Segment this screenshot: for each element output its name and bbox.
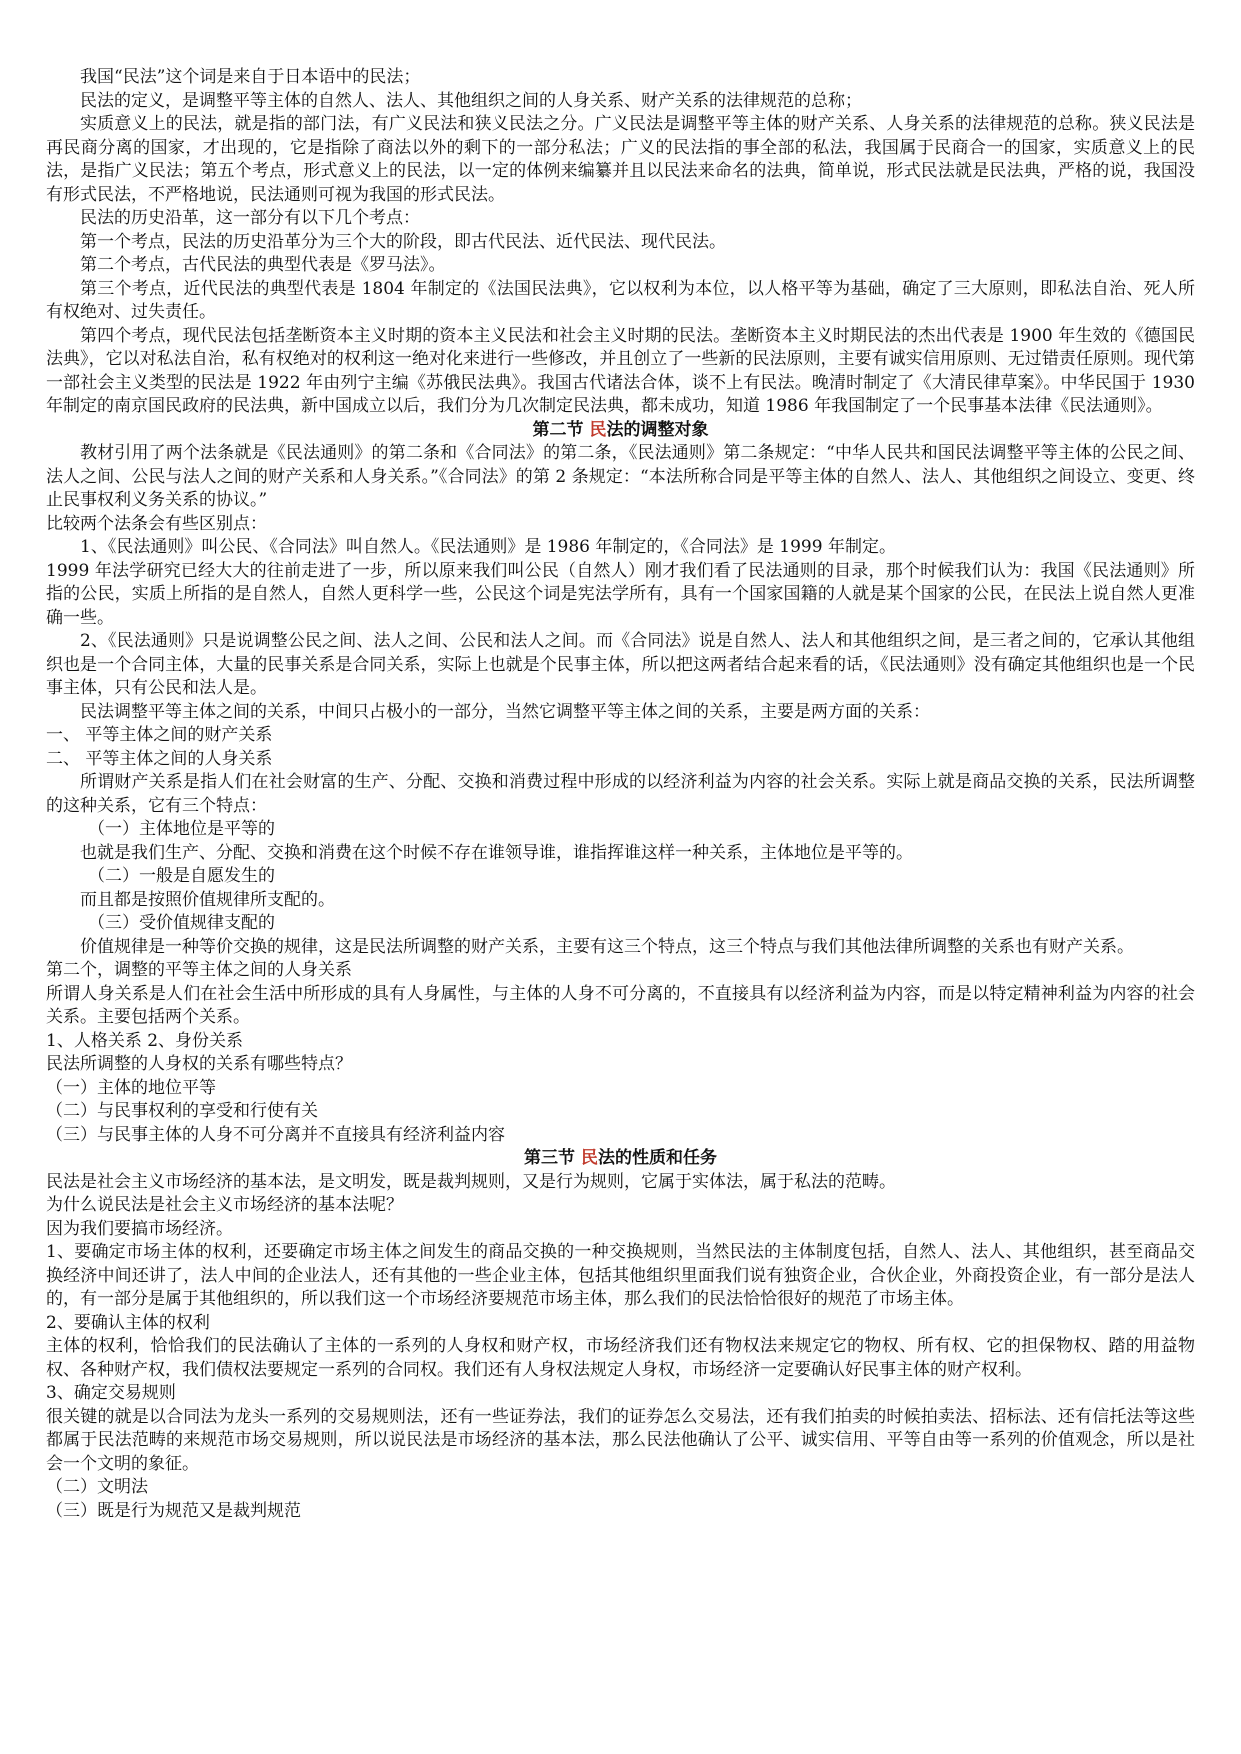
paragraph: 第二个考点，古代民法的典型代表是《罗马法》。 — [80, 255, 446, 275]
paragraph: 2、《民法通则》只是说调整公民之间、法人之间、公民和法人之间。而《合同法》说是自然人、法人和其他组织之间，是三者之间的，它承认其他组织也是一个合同主体，大量的民事关系是合同关系，实际上也就是个民事主体，所以把这两者结合起来看的话，《民法通则》没有确定其他组织也是一个民事主体，只有公民和法人是。 — [46, 631, 1195, 698]
paragraph: 所谓人身关系是人们在社会生活中所形成的具有人身属性，与主体的人身不可分离的，不直接具有以经济利益为内容，而是以特定精神利益为内容的社会关系。主要包括两个关系。 — [46, 983, 1195, 1027]
paragraph: 为什么说民法是社会主义市场经济的基本法呢？ — [46, 1195, 403, 1215]
paragraph: 民法的历史沿革，这一部分有以下几个考点： — [80, 208, 420, 228]
paragraph: （三）与民事主体的人身不可分离并不直接具有经济利益内容 — [46, 1124, 505, 1145]
section-heading — [46, 1147, 1195, 1171]
paragraph: 很关键的就是以合同法为龙头一系列的交易规则法，还有一些证券法，我们的证券怎么交易法，还有我们拍卖的时候拍卖法、招标法、还有信托法等这些都属于民法范畴的来规范市场交易规则，所以说民法是市场经济的基本法，那么民法他确认了公平、诚实信用、平等自由等一系列的价值观念，所以是社会一个文明的象征。 — [46, 1406, 1195, 1474]
paragraph: 价值规律是一种等价交换的规律，这是民法所调整的财产关系，主要有这三个特点，这三个特点与我们其他法律所调整的关系也有财产关系。 — [80, 936, 1134, 957]
paragraph: 实质意义上的民法，就是指的部门法，有广义民法和狭义民法之分。广义民法是调整平等主体的财产关系、人身关系的法律规范的总称。狭义民法是再民商分离的国家，才出现的，它是指除了商法以外的剩下的一部分私法；广义的民法指的事全部的私法，我国属于民商合一的国家，实质意义上的民法，是指广义民法；第五个考点，形式意义上的民法，以一定的体例来编纂并且以民法来命名的法典，简单说，形式民法就是民法典，严格的说，我国没有形式民法，不严格地说，民法通则可视为我国的形式民法。 — [46, 114, 1195, 205]
paragraph: 1、要确定市场主体的权利，还要确定市场主体之间发生的商品交换的一种交换规则，当然民法的主体制度包括，自然人、法人、其他组织，甚至商品交换经济中间还讲了，法人中间的企业法人，还有其他的一些企业主体，包括其他组织里面我们说有独资企业，合伙企业，外商投资企业，有一部分是法人的，有一部分是属于其他组织的，所以我们这一个市场经济要规范市场主体，那么我们的民法恰恰很好的规范了市场主体。 — [46, 1242, 1195, 1309]
paragraph: 民法所调整的人身权的关系有哪些特点？ — [46, 1054, 352, 1074]
paragraph: 主体的权利，恰恰我们的民法确认了主体的一系列的人身权和财产权，市场经济我们还有物权法来规定它的物权、所有权、它的担保物权、踏的用益物权、各种财产权，我们债权法要规定一系列的合同权。我们还有人身权法规定人身权，市场经济一定要确认好民事主体的财产权利。 — [46, 1336, 1195, 1380]
paragraph: 第四个考点，现代民法包括垄断资本主义时期的资本主义民法和社会主义时期的民法。垄断资本主义时期民法的杰出代表是 1900 年生效的《德国民法典》，它以对私法自治，私有权绝对的权利这一绝对化来进行一些修改，并且创立了一些新的民法原则，主要有诚实信用原则、无过错责任原则。现代第一部社会主义类型的民法是 1922 年由列宁主编《苏俄民法典》。我国古代诸法合体，谈不上有民法。晚清时制定了《大清民律草案》。中华民国于 1930 年制定的南京国民政府的民法典，新中国成立以后，我们分为几次制定民法典，都未成功，知道 1986 年我国制定了一个民事基本法律《民法通则》。 — [46, 325, 1195, 416]
paragraph: 民法的定义，是调整平等主体的自然人、法人、其他组织之间的人身关系、财产关系的法律规范的总称； — [80, 90, 862, 111]
paragraph: 3、确定交易规则 — [46, 1383, 176, 1403]
paragraph: （一）主体的地位平等 — [46, 1077, 216, 1098]
paragraph: 教材引用了两个法条就是《民法通则》的第二条和《合同法》的第二条，《民法通则》第二条规定：“中华人民共和国民法调整平等主体的公民之间、法人之间、公民与法人之间的财产关系和人身关系。”《合同法》的第 2 条规定：“本法所称合同是平等主体的自然人、法人、其他组织之间设立、变更、终止民事权利义务关系的协议。” — [46, 443, 1195, 510]
paragraph: 民法是社会主义市场经济的基本法，是文明发，既是裁判规则，又是行为规则，它属于实体法，属于私法的范畴。 — [46, 1171, 896, 1192]
section-heading-rest: 法的性质和任务 — [597, 1148, 717, 1168]
paragraph: 也就是我们生产、分配、交换和消费在这个时候不存在谁领导谁，谁指挥谁这样一种关系，主体地位是平等的。 — [80, 842, 913, 863]
paragraph: 我国“民法”这个词是来自于日本语中的民法； — [80, 67, 421, 87]
paragraph: 1999 年法学研究已经大大的往前走进了一步，所以原来我们叫公民（自然人）刚才我们看了民法通则的目录，那个时候我们认为：我国《民法通则》所指的公民，实质上所指的是自然人，自然人更科学一些，公民这个词是宪法学所有，具有一个国家国籍的人就是某个国家的公民，在民法上说自然人更准确一些。 — [46, 560, 1195, 628]
section-heading-prefix: 第二节 — [532, 419, 590, 440]
paragraph: 1、人格关系 2、身份关系 — [46, 1030, 244, 1051]
paragraph: 第一个考点，民法的历史沿革分为三个大的阶段，即古代民法、近代民法、现代民法。 — [80, 231, 726, 252]
paragraph: （二）文明法 — [46, 1477, 148, 1497]
paragraph: 1、《民法通则》叫公民、《合同法》叫自然人。《民法通则》是 1986 年制定的，《合同法》是 1999 年制定。 — [80, 537, 896, 557]
paragraph: （一）主体地位是平等的 — [88, 819, 275, 839]
paragraph: 二、 平等主体之间的人身关系 — [46, 748, 273, 769]
paragraph: 而且都是按照价值规律所支配的。 — [80, 889, 335, 910]
section-heading-rest: 法的调整对象 — [606, 419, 709, 440]
paragraph: （二）与民事权利的享受和行使有关 — [46, 1101, 318, 1121]
paragraph: 民法调整平等主体之间的关系，中间只占极小的一部分，当然它调整平等主体之间的关系，主要是两方面的关系： — [80, 701, 930, 722]
section-heading-prefix: 第三节 — [524, 1148, 581, 1168]
paragraph: 比较两个法条会有些区别点： — [46, 513, 267, 534]
paragraph: 所谓财产关系是指人们在社会财富的生产、分配、交换和消费过程中形成的以经济利益为内容的社会关系。实际上就是商品交换的关系，民法所调整的这种关系，它有三个特点： — [46, 772, 1195, 816]
paragraph: 第三个考点，近代民法的典型代表是 1804 年制定的《法国民法典》，它以权利为本位，以人格平等为基础，确定了三大原则，即私法自治、死人所有权绝对、过失责任。 — [46, 278, 1195, 322]
paragraph: （二）一般是自愿发生的 — [88, 866, 275, 886]
paragraph: （三）既是行为规范又是裁判规范 — [46, 1500, 301, 1521]
paragraph: 一、 平等主体之间的财产关系 — [46, 725, 273, 745]
section-heading — [46, 419, 1195, 443]
paragraph: 第二个，调整的平等主体之间的人身关系 — [46, 960, 352, 980]
paragraph: （三）受价值规律支配的 — [88, 913, 275, 933]
section-heading-highlight: 民 — [580, 1148, 598, 1168]
section-heading-highlight: 民 — [589, 419, 607, 440]
paragraph: 2、要确认主体的权利 — [46, 1312, 210, 1333]
paragraph: 因为我们要搞市场经济。 — [46, 1218, 233, 1239]
